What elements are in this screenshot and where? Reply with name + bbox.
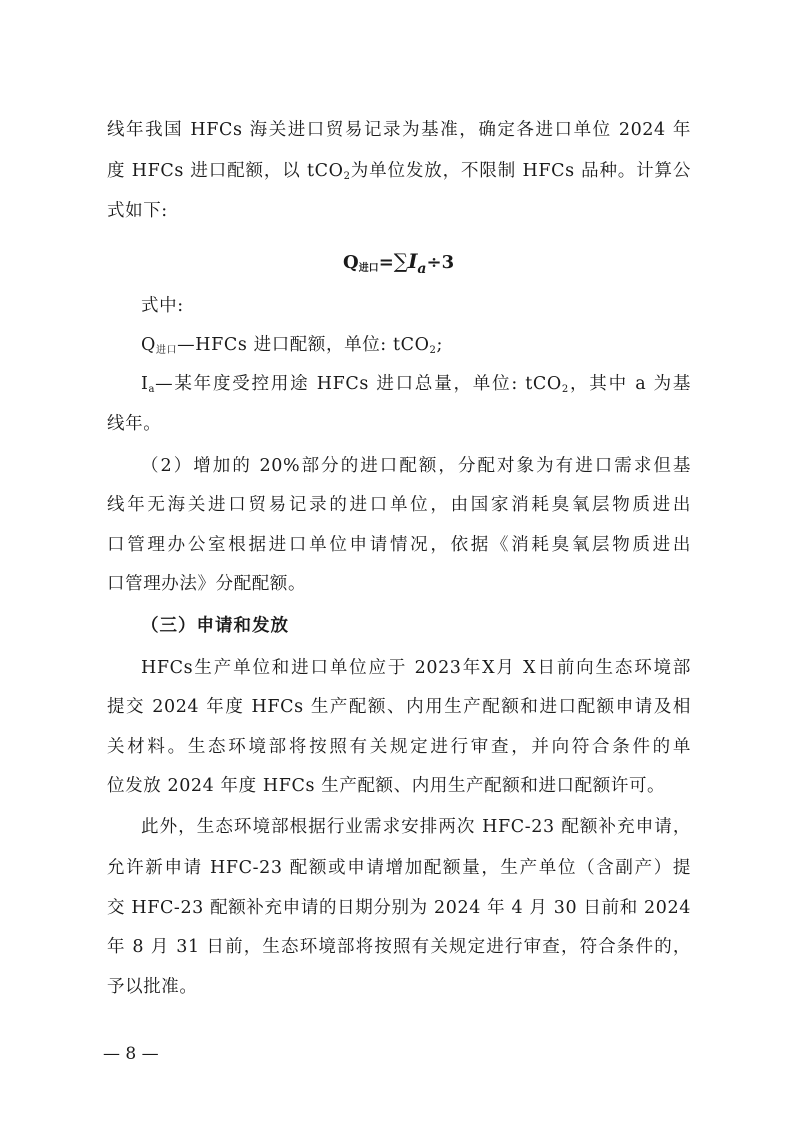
paragraph-4-line-3: 交 HFC-23 配额补充申请的日期分别为 2024 年 4 月 30 日前和 2024 <box>107 898 691 918</box>
formula-i <box>408 249 427 277</box>
text-span: —HFCs 进口配额，单位: tCO <box>177 335 430 355</box>
formula-divide: ÷3 <box>426 252 455 273</box>
paragraph-3-line-1: HFCs生产单位和进口单位应于 2023年X月 X日前向生态环境部 <box>141 658 691 678</box>
q-subscript: 进口 <box>155 345 178 356</box>
definition-q <box>141 333 443 360</box>
paragraph-2-line-2: 线年无海关进口贸易记录的进口单位，由国家消耗臭氧层物质进出 <box>107 495 691 515</box>
formula <box>343 248 454 282</box>
paragraph-1-line-3: 式如下: <box>107 201 168 221</box>
paragraph-3-line-3: 关材料。生态环境部将按照有关规定进行审查，并向符合条件的单 <box>107 737 691 757</box>
text-span: 为单位发放，不限制 HFCs 品种。计算公 <box>350 161 691 181</box>
definition-i <box>141 372 691 399</box>
paragraph-4-line-4: 年 8 月 31 日前，生态环境部将按照有关规定进行审查，符合条件的， <box>107 937 691 957</box>
paragraph-3-line-2: 提交 2024 年度 HFCs 生产配额、内用生产配额和进口配额申请及相 <box>107 697 691 717</box>
i-subscript: a <box>148 384 156 395</box>
formula-sigma: ∑ <box>393 249 409 273</box>
text-span: I <box>141 374 149 394</box>
text-span: —某年度受控用途 HFCs 进口总量，单位: tCO <box>155 374 562 394</box>
co2-subscript: 2 <box>429 345 437 356</box>
paragraph-2-line-4: 口管理办法》分配配额。 <box>107 574 307 594</box>
paragraph-1-line-1: 线年我国 HFCs 海关进口贸易记录为基准，确定各进口单位 2024 年 <box>107 120 691 140</box>
definition-i-line-2: 线年。 <box>107 414 162 434</box>
formula-i-subscript: a <box>417 261 427 277</box>
page-number: — 8 — <box>103 1044 159 1064</box>
paragraph-2-line-3: 口管理办公室根据进口单位申请情况，依据《消耗臭氧层物质进出 <box>107 535 691 555</box>
paragraph-4-line-2: 允许新申请 HFC-23 配额或申请增加配额量，生产单位（含副产）提 <box>107 858 691 878</box>
text-span: 度 HFCs 进口配额，以 tCO <box>107 161 344 181</box>
paragraph-4-line-5: 予以批准。 <box>107 977 198 997</box>
text-span: Q <box>141 335 156 355</box>
paragraph-3-line-4: 位发放 2024 年度 HFCs 生产配额、内用生产配额和进口配额许可。 <box>107 776 666 796</box>
formula-equals: = <box>378 252 394 273</box>
section-heading: （三）申请和发放 <box>141 616 289 636</box>
paragraph-4-line-1: 此外，生态环境部根据行业需求安排两次 HFC-23 配额补充申请， <box>141 817 691 837</box>
text-span: ; <box>436 335 443 355</box>
paragraph-1-line-2 <box>107 159 691 186</box>
paragraph-2-line-1: （2）增加的 20%部分的进口配额，分配对象为有进口需求但基 <box>141 456 691 476</box>
formula-q-subscript: 进口 <box>358 263 379 274</box>
definitions-intro: 式中: <box>141 296 184 316</box>
co2-subscript: 2 <box>343 171 351 182</box>
formula-q: Q <box>343 252 359 273</box>
formula-i-letter: I <box>408 249 418 273</box>
co2-subscript: 2 <box>561 384 569 395</box>
text-span: ，其中 a 为基 <box>568 374 692 394</box>
